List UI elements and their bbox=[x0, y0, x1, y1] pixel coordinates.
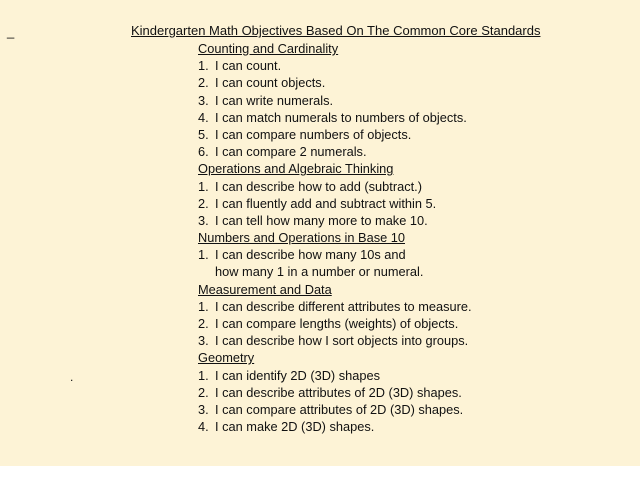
item-text: I can describe different attributes to measure. bbox=[215, 298, 472, 314]
item-number: 4. bbox=[198, 419, 209, 435]
section-heading: Measurement and Data bbox=[198, 281, 332, 297]
list-item bbox=[198, 401, 618, 418]
item-number: 1. bbox=[198, 247, 209, 263]
item-number: 2. bbox=[198, 75, 209, 91]
list-item bbox=[198, 315, 618, 332]
item-text: I can match numerals to numbers of objects. bbox=[215, 109, 467, 125]
item-number: 3. bbox=[198, 92, 209, 108]
item-text: I can count objects. bbox=[215, 75, 326, 91]
list-item bbox=[198, 418, 618, 435]
list-item bbox=[198, 195, 618, 212]
item-number: 1. bbox=[198, 58, 209, 74]
objectives-list bbox=[198, 40, 618, 435]
item-number: 1. bbox=[198, 298, 209, 314]
item-text: I can compare lengths (weights) of objects. bbox=[215, 316, 459, 331]
item-number: 3. bbox=[198, 401, 209, 417]
item-text: I can make 2D (3D) shapes. bbox=[215, 419, 375, 435]
item-number: 4. bbox=[198, 109, 209, 125]
list-item bbox=[198, 126, 618, 143]
item-number: 6. bbox=[198, 144, 209, 160]
item-text: I can describe how many 10s and bbox=[215, 247, 406, 263]
list-item bbox=[198, 246, 618, 263]
list-item bbox=[198, 74, 618, 91]
item-text: I can compare numbers of objects. bbox=[215, 126, 412, 142]
page-title: Kindergarten Math Objectives Based On The Common Core Standards bbox=[131, 23, 541, 38]
item-number: 2. bbox=[198, 316, 209, 331]
item-number: 1. bbox=[198, 367, 209, 383]
item-text: I can describe how to add (subtract.) bbox=[215, 178, 422, 194]
list-item bbox=[198, 298, 618, 315]
item-text: I can write numerals. bbox=[215, 92, 334, 108]
list-item bbox=[198, 332, 618, 349]
list-item bbox=[198, 92, 618, 109]
item-text: I can identify 2D (3D) shapes bbox=[215, 367, 381, 383]
item-text: I can count. bbox=[215, 58, 282, 74]
item-number: 1. bbox=[198, 178, 209, 194]
list-item bbox=[198, 143, 618, 160]
item-number: 2. bbox=[198, 384, 209, 400]
list-item bbox=[198, 367, 618, 384]
item-number: 2. bbox=[198, 195, 209, 211]
dash-mark: _ bbox=[7, 24, 15, 39]
item-text: I can compare attributes of 2D (3D) shapes. bbox=[215, 401, 464, 417]
section-heading: Operations and Algebraic Thinking bbox=[198, 161, 394, 177]
item-text: I can compare 2 numerals. bbox=[215, 144, 367, 160]
section-heading: Counting and Cardinality bbox=[198, 41, 339, 56]
section-heading: Numbers and Operations in Base 10 bbox=[198, 230, 405, 246]
item-text: I can describe how I sort objects into groups. bbox=[215, 333, 469, 349]
item-number: 3. bbox=[198, 333, 209, 349]
list-item bbox=[198, 57, 618, 74]
item-text: I can fluently add and subtract within 5. bbox=[215, 195, 437, 211]
dot-mark: . bbox=[70, 370, 74, 384]
item-number: 3. bbox=[198, 212, 209, 228]
item-number: 5. bbox=[198, 126, 209, 142]
list-item bbox=[198, 178, 618, 195]
section-heading: Geometry bbox=[198, 350, 255, 366]
list-item-continuation: how many 1 in a number or numeral. bbox=[215, 264, 424, 280]
item-text: I can describe attributes of 2D (3D) shapes. bbox=[215, 384, 462, 400]
list-item bbox=[198, 384, 618, 401]
item-text: I can tell how many more to make 10. bbox=[215, 212, 428, 228]
list-item bbox=[198, 109, 618, 126]
list-item bbox=[198, 212, 618, 229]
